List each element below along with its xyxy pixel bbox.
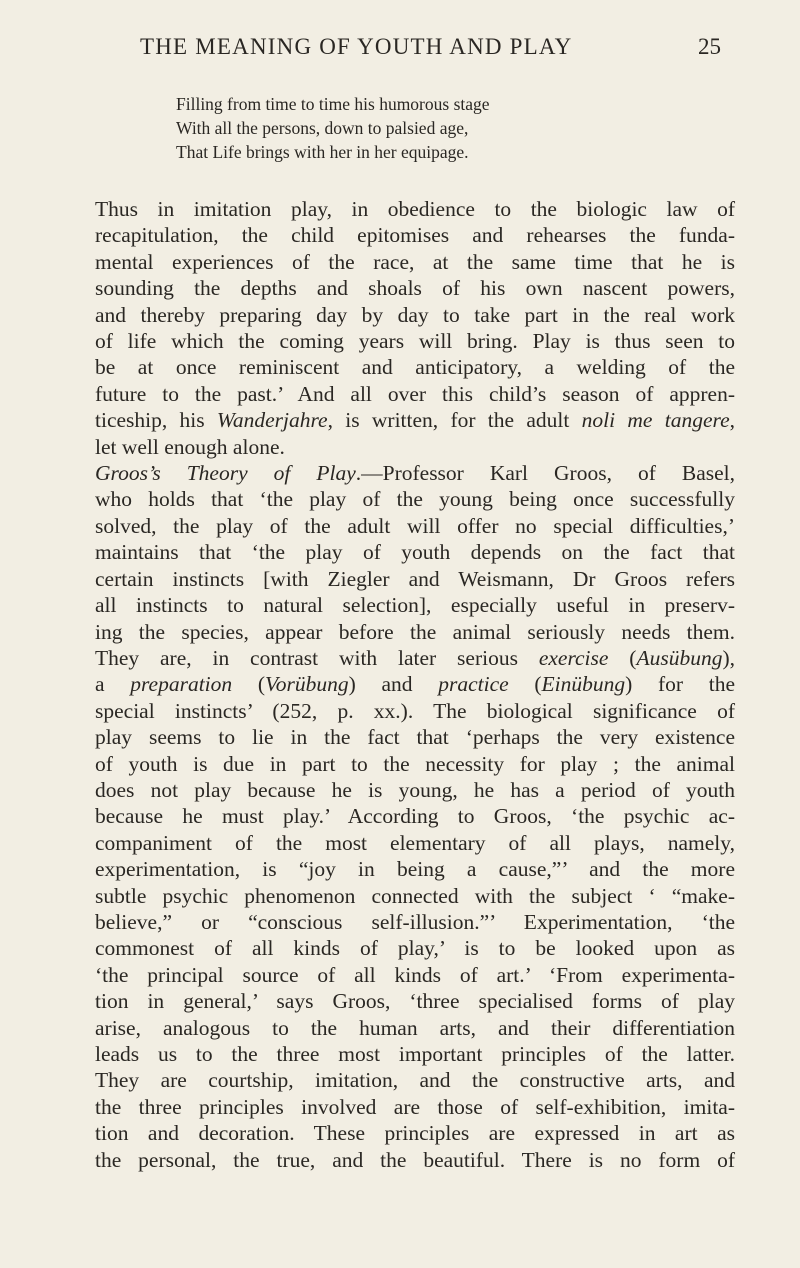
text-line: tion and decoration. These principles are expressed in art as: [95, 1121, 735, 1146]
text-line: all instincts to natural selection], especially useful in preserv-: [95, 593, 735, 618]
text-span: (: [608, 645, 637, 670]
italic-span: exercise: [538, 645, 609, 670]
text-line: Thus in imitation play, in obedience to the biologic law of: [95, 197, 735, 221]
verse-line: That Life brings with her in her equipage.: [176, 142, 469, 162]
text-line: recapitulation, the child epitomises and rehearses the funda-: [95, 223, 735, 248]
text-span: They are, in contrast with later serious: [95, 645, 539, 670]
text-line: [95, 460, 735, 486]
text-line: believe,” or “conscious self-illusion.”’ Experimentation, ‘the: [95, 909, 735, 934]
text-line: certain instincts [with Ziegler and Weismann, Dr Groos refers: [95, 566, 735, 591]
text-line: maintains that ‘the play of youth depends on the fact that: [95, 540, 735, 565]
text-span: .—Professor Karl Groos, of Basel,: [355, 461, 736, 486]
text-line: does not play because he is young, he has a period of youth: [95, 777, 735, 802]
text-line: who holds that ‘the play of the young being once successfully: [95, 487, 735, 512]
text-span: , is written, for the adult: [327, 408, 582, 433]
text-line: commonest of all kinds of play,’ is to be looked upon as: [95, 936, 735, 961]
text-line: ing the species, appear before the animal seriously needs them.: [95, 619, 735, 644]
text-line: the three principles involved are those of self-exhibition, imita-: [95, 1094, 735, 1119]
verse-line: With all the persons, down to palsied age,: [176, 118, 469, 138]
text-span: ,: [729, 408, 735, 433]
text-span: ) for the: [625, 672, 735, 697]
text-line: ‘the principal source of all kinds of art.’ ‘From experimenta-: [95, 962, 735, 987]
text-line: because he must play.’ According to Groos, ‘the psychic ac-: [95, 804, 735, 829]
text-line: leads us to the three most important principles of the latter.: [95, 1042, 735, 1066]
verse-epigraph: [176, 92, 696, 164]
text-line: special instincts’ (252, p. xx.). The biological significance of: [95, 698, 735, 723]
text-line: [95, 645, 735, 671]
text-line: subtle psychic phenomenon connected with the subject ‘ “make-: [95, 883, 735, 908]
text-span: ticeship, his: [95, 408, 217, 433]
text-span: (: [232, 672, 266, 697]
text-line: [95, 671, 735, 697]
italic-span: preparation: [130, 672, 233, 697]
text-line: future to the past.’ And all over this child’s season of appren-: [95, 381, 735, 406]
text-line: They are courtship, imitation, and the constructive arts, and: [95, 1068, 735, 1093]
text-line: companiment of the most elementary of all plays, namely,: [95, 830, 735, 855]
italic-span: Wanderjahre: [216, 408, 328, 433]
text-line: mental experiences of the race, at the same time that he is: [95, 249, 735, 274]
text-line: let well enough alone.: [95, 434, 285, 459]
text-line: play seems to lie in the fact that ‘perhaps the very existence: [95, 725, 735, 750]
text-span: ) and: [348, 672, 439, 697]
italic-span: noli me tangere: [581, 408, 730, 433]
text-line: experimentation, is “joy in being a cause,”’ and the more: [95, 857, 735, 882]
italic-span: Ausübung: [636, 645, 723, 670]
text-line: [95, 407, 735, 433]
text-span: ),: [722, 645, 735, 670]
text-line: sounding the depths and shoals of his own nascent powers,: [95, 276, 735, 301]
italic-span: Vorübung: [265, 672, 349, 697]
text-line: solved, the play of the adult will offer no special difficulties,’: [95, 513, 735, 538]
verse-line: Filling from time to time his humorous stage: [176, 94, 490, 114]
text-line: the personal, the true, and the beautiful. There is no form of: [95, 1147, 735, 1172]
italic-span: Einübung: [541, 672, 626, 697]
text-line: be at once reminiscent and anticipatory, a welding of the: [95, 355, 735, 380]
italic-span: Groos’s Theory of Play: [95, 461, 356, 486]
text-line: tion in general,’ says Groos, ‘three specialised forms of play: [95, 989, 735, 1014]
text-line: arise, analogous to the human arts, and their differentiation: [95, 1015, 735, 1040]
text-span: (: [508, 672, 542, 697]
text-line: of youth is due in part to the necessity for play ; the animal: [95, 751, 735, 776]
text-line: and thereby preparing day by day to take part in the real work: [95, 302, 735, 327]
text-span: a: [95, 672, 131, 697]
running-header: [0, 34, 800, 74]
body-text: [95, 196, 735, 1173]
running-title: THE MEANING OF YOUTH AND PLAY: [140, 34, 573, 59]
text-line: of life which the coming years will bring. Play is thus seen to: [95, 329, 735, 354]
italic-span: practice: [438, 672, 509, 697]
page-number: 25: [698, 34, 721, 59]
